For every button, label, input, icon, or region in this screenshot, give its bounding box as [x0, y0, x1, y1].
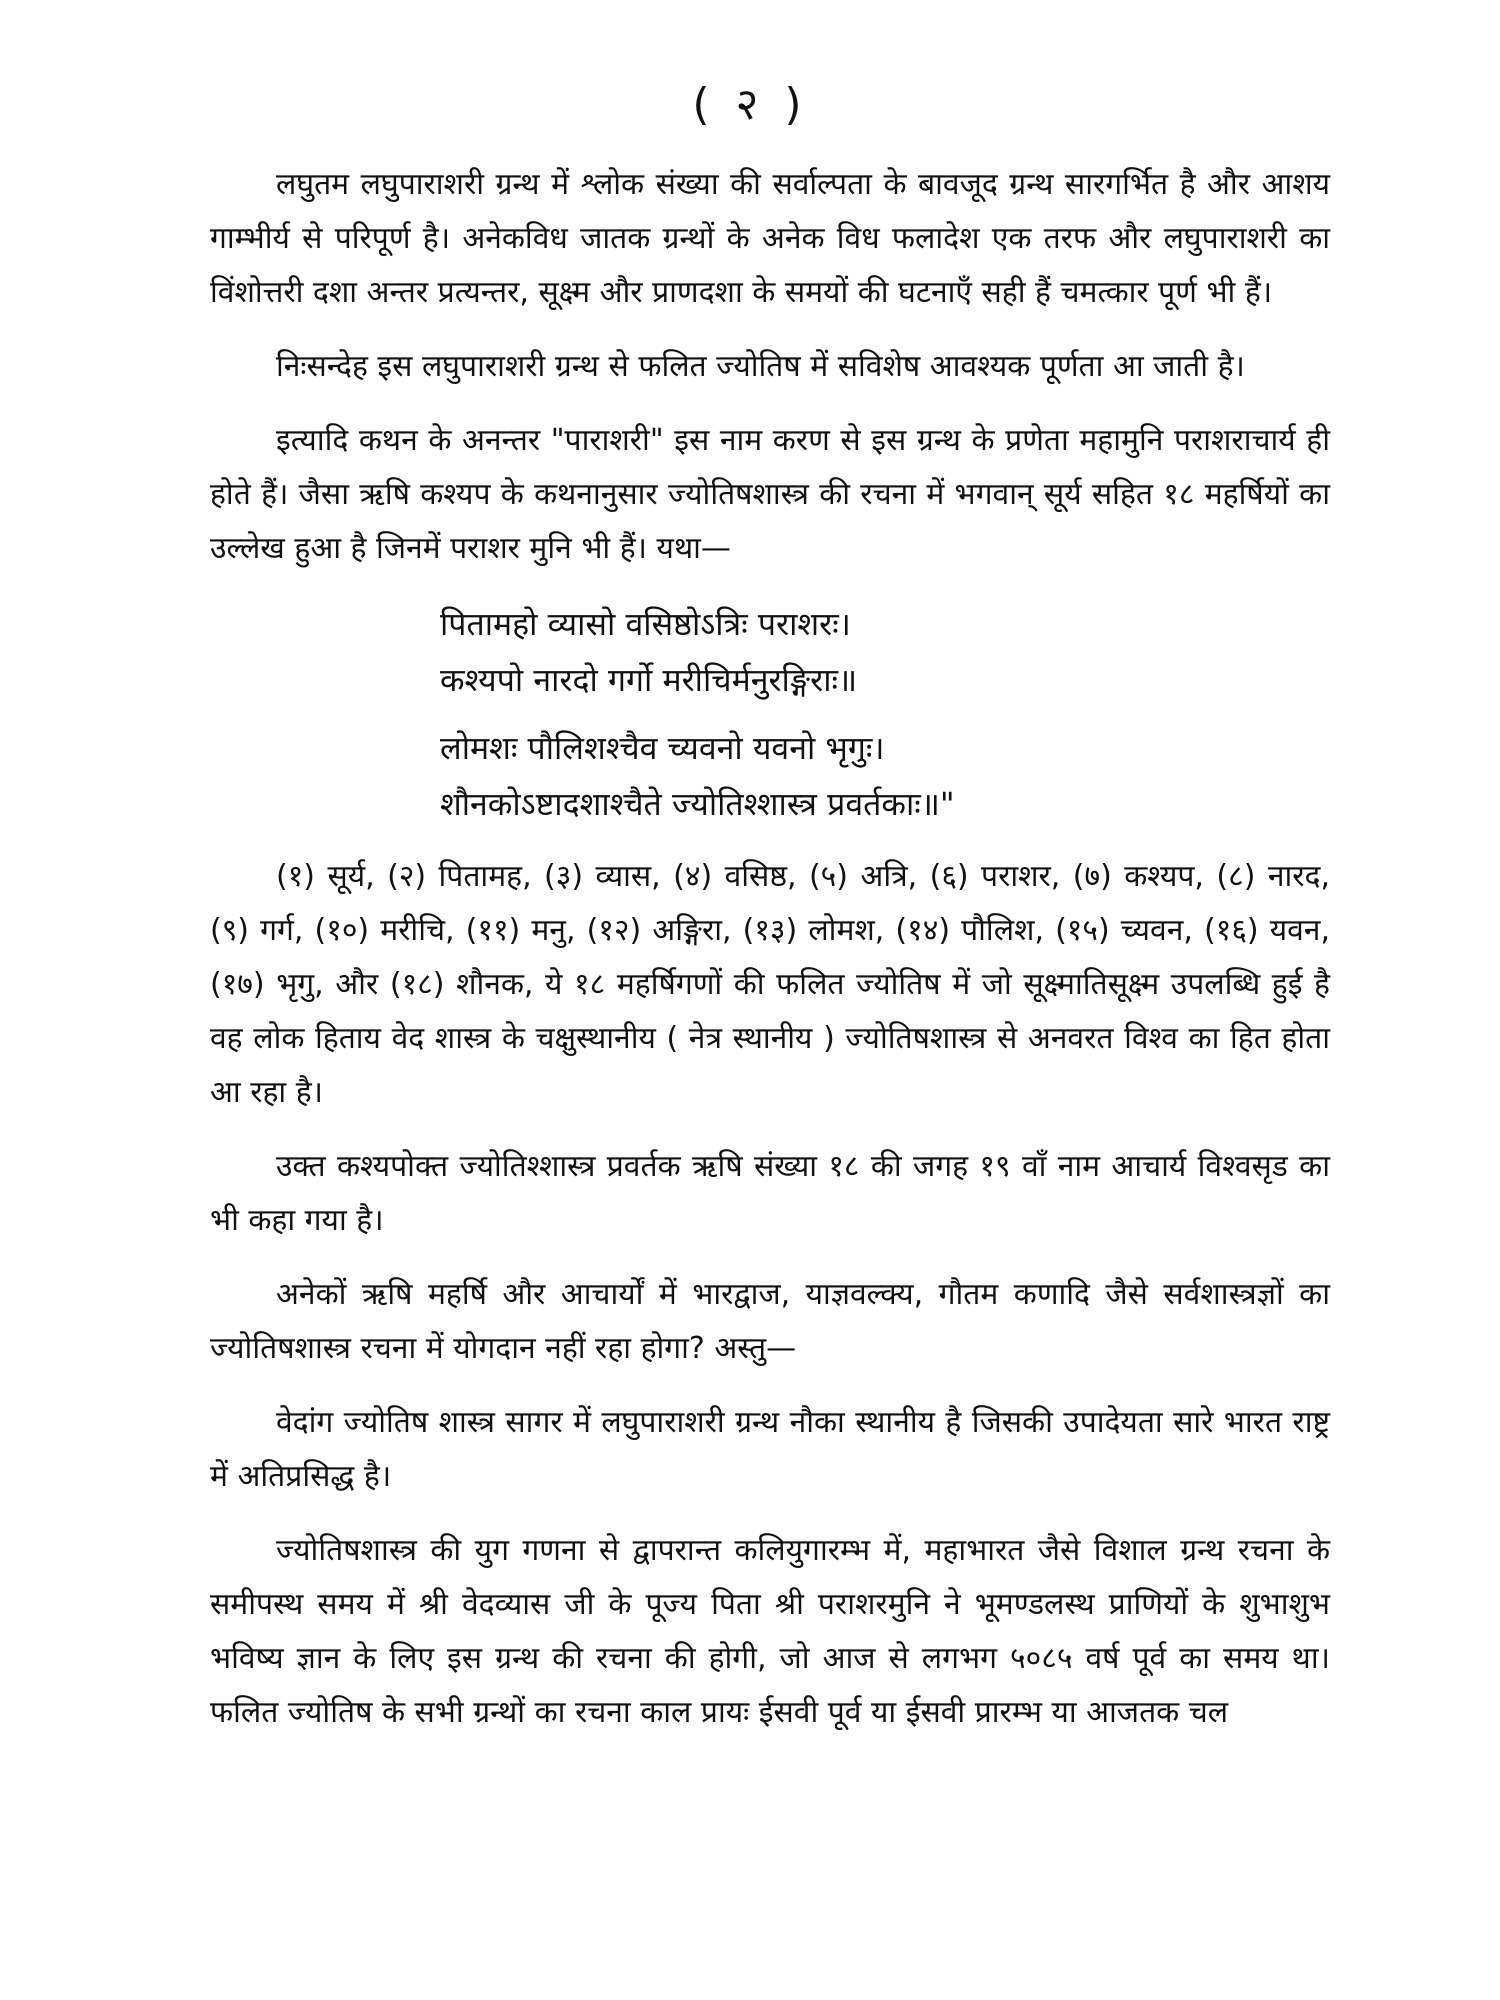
sanskrit-verse — [440, 596, 1330, 832]
paragraph: लघुतम लघुपाराशरी ग्रन्थ में श्लोक संख्या की सर्वाल्पता के बावजूद ग्रन्थ सारगर्भित है और आशय गाम्भीर्य से परिपूर्ण है। अनेकविध जातक ग्रन्थों के अनेक विध फलादेश एक तरफ और लघुपाराशरी का विंशोत्तरी दशा अन्तर प्रत्यन्तर, सूक्ष्म और प्राणदशा के समयों की घटनाएँ सही हैं चमत्कार पूर्ण भी हैं। — [210, 167, 1330, 310]
page-body — [210, 158, 1330, 1760]
paragraph: वेदांग ज्योतिष शास्त्र सागर में लघुपाराशरी ग्रन्थ नौका स्थानीय है जिसकी उपादेयता सारे भारत राष्ट्र में अतिप्रसिद्ध है। — [210, 1405, 1330, 1494]
verse-line: कश्यपो नारदो गर्गो मरीचिर्मनुरङ्गिराः॥ — [440, 661, 858, 699]
verse-line: पितामहो व्यासो वसिष्ठोऽत्रिः पराशरः। — [440, 605, 851, 643]
paragraph: उक्त कश्यपोक्त ज्योतिश्शास्त्र प्रवर्तक ऋषि संख्या १८ की जगह १९ वाँ नाम आचार्य विश्वसृड का भी कहा गया है। — [210, 1149, 1330, 1238]
verse-line: लोमशः पौलिशश्चैव च्यवनो यवनो भृगुः। — [440, 729, 885, 767]
page-number: ( २ ) — [692, 79, 808, 130]
paragraph: निःसन्देह इस लघुपाराशरी ग्रन्थ से फलित ज्योतिष में सविशेष आवश्यक पूर्णता आ जाती है। — [276, 349, 1245, 384]
paragraph: (१) सूर्य, (२) पितामह, (३) व्यास, (४) वसिष्ठ, (५) अत्रि, (६) पराशर, (७) कश्यप, (८) नारद, (९) गर्ग, (१०) मरीचि, (११) मनु, (१२) अङ्गिरा, (१३) लोमश, (१४) पौलिश, (१५) च्यवन, (१६) यवन, (१७) भृगु, और (१८) शौनक, ये १८ महर्षिगणों की फलित ज्योतिष में जो सूक्ष्मातिसूक्ष्म उपलब्धि हुई है वह लोक हिताय वेद शास्त्र के चक्षुस्थानीय ( नेत्र स्थानीय ) ज्योतिषशास्त्र से अनवरत विश्व का हित होता आ रहा है। — [210, 859, 1330, 1110]
paragraph: अनेकों ऋषि महर्षि और आचार्यों में भारद्वाज, याज्ञवल्क्य, गौतम कणादि जैसे सर्वशास्त्रज्ञों का ज्योतिषशास्त्र रचना में योगदान नहीं रहा होगा? अस्तु— — [210, 1277, 1330, 1366]
verse-line: शौनकोऽष्टादशाश्चैते ज्योतिश्शास्त्र प्रवर्तकाः॥" — [440, 785, 955, 823]
paragraph: इत्यादि कथन के अनन्तर "पाराशरी" इस नाम करण से इस ग्रन्थ के प्रणेता महामुनि पराशराचार्य ही होते हैं। जैसा ऋषि कश्यप के कथनानुसार ज्योतिषशास्त्र की रचना में भगवान् सूर्य सहित १८ महर्षियों का उल्लेख हुआ है जिनमें पराशर मुनि भी हैं। यथा— — [210, 423, 1330, 566]
paragraph: ज्योतिषशास्त्र की युग गणना से द्वापरान्त कलियुगारम्भ में, महाभारत जैसे विशाल ग्रन्थ रचना के समीपस्थ समय में श्री वेदव्यास जी के पूज्य पिता श्री पराशरमुनि ने भूमण्डलस्थ प्राणियों के शुभाशुभ भविष्य ज्ञान के लिए इस ग्रन्थ की रचना की होगी, जो आज से लगभग ५०८५ वर्ष पूर्व का समय था। फलित ज्योतिष के सभी ग्रन्थों का रचना काल प्रायः ईसवी पूर्व या ईसवी प्रारम्भ या आजतक चल — [210, 1533, 1330, 1730]
